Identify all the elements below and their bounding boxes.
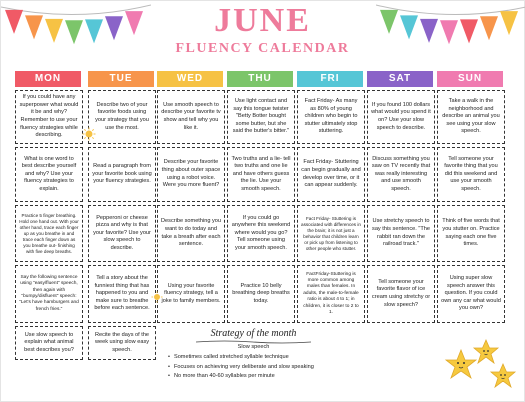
calendar-cell-text: Practice 10 belly breathing deep breaths today.: [232, 282, 290, 304]
day-header-thu: THU: [227, 71, 293, 87]
calendar-cell-text: FactFriday-Stuttering is more common among males than females. In adults, the male-to-female ratio is about 4 to 1; in children, it is closer to 2 to 1.: [303, 271, 359, 316]
strategy-bullet: • Sometimes called stretched syllable technique: [168, 353, 314, 363]
calendar-cell: [227, 90, 295, 144]
day-header-wed: WED: [157, 71, 223, 87]
calendar-cell-text: Read a paragraph from your favorite book using your fluency strategies.: [92, 163, 152, 185]
calendar-cell: [15, 90, 83, 144]
strategy-bullet: • Focuses on achieving very deliberate and slow speaking: [168, 363, 314, 373]
calendar-cell-text: Use smooth speech to describe your favorite tv show and tell why you like it.: [161, 101, 221, 131]
calendar-cell: [88, 265, 156, 323]
calendar-cell-text: Tell a story about the funniest thing that has happened to you and make sure to breathe before each sentence.: [94, 275, 150, 312]
calendar-cell-text: If you could have any superpower what would it be and why? Remember to use your fluency strategies while describing.: [19, 94, 79, 139]
sun-icon: [151, 291, 163, 303]
calendar-cell-text: Two truths and a lie- tell two truths and one lie and have others guess the lie. Use your smooth speech.: [231, 155, 291, 192]
calendar-cell: [297, 90, 365, 144]
calendar-cell: [227, 265, 295, 323]
calendar-cell-text: What is one word to best describe yourself and why? Use your fluency strategies to explain.: [21, 155, 77, 192]
calendar-cell-text: Fact Friday- Stuttering is associated with differences in the brain; it is not just a behavior that children learn or pick up from listening to other people who stutter.: [301, 215, 361, 251]
page-title: JUNE: [214, 2, 311, 39]
calendar-cell-text: Using super slow speech answer this question. If you could own any car what would you own?: [441, 275, 501, 312]
strategy-bullet: • No more than 40-60 syllables per minute: [168, 372, 314, 382]
calendar-cell: [437, 90, 505, 144]
calendar-cell-text: Use stretchy speech to say this sentence. "The rabbit ran down the railroad track.": [372, 218, 430, 248]
calendar-cell: [297, 205, 365, 262]
calendar-cell: [157, 147, 225, 202]
calendar-cell: [157, 265, 225, 323]
calendar-cell-text: Describe something you want to do today and take a breath after each sentence.: [161, 218, 222, 248]
day-header-sat: SAT: [367, 71, 433, 87]
sun-icon: [82, 127, 96, 141]
calendar-cell: [437, 265, 505, 323]
calendar-cell: [297, 147, 365, 202]
day-header-mon: MON: [15, 71, 81, 87]
day-header-sun: SUN: [437, 71, 503, 87]
calendar-cell: [437, 205, 505, 262]
calendar-cell-text: Practice 5 finger breathing. Hold one hand out. With your other hand, trace each finger up as you breathe in and trace each finger down as you breathe out- finishing with five deep breaths.: [19, 212, 79, 254]
calendar-cell-text: Tell someone your favorite thing that you did this weekend and use your smooth speech.: [444, 155, 498, 192]
calendar-cell-text: If you could go anywhere this weekend where would you go? Tell someone using your smooth speech.: [231, 214, 291, 251]
calendar-cell-text: Pepperoni or cheese pizza and why is that your favorite? Use your slow speech to describe.: [93, 214, 151, 251]
calendar-cell: [437, 147, 505, 202]
calendar-cell: [367, 90, 435, 144]
calendar-cell-text: Tell someone your favorite flavor of ice cream using stretchy or slow speech?: [371, 278, 431, 308]
calendar-cell-text: Take a walk in the neighborhood and describe an animal you see using your slow speech.: [442, 98, 500, 135]
calendar-cell: [297, 265, 365, 323]
calendar-cell-text: Fact Friday- As many as 80% of young children who begin to stutter ultimately stop stuttering.: [304, 98, 358, 135]
calendar-cell: [227, 147, 295, 202]
calendar-cell: [15, 326, 83, 360]
calendar-cell: [157, 205, 225, 262]
day-header-fri: FRI: [297, 71, 363, 87]
calendar-cell: [15, 205, 83, 262]
strategy-bullet-list: [168, 353, 314, 382]
calendar-cell: [15, 147, 83, 202]
page-subtitle: FLUENCY CALENDAR: [175, 41, 350, 56]
calendar-cell: [367, 205, 435, 262]
calendar-cell-text: Describe your favorite thing about outer space using a robot voice. Were you more fluent?: [161, 159, 221, 189]
calendar-cell: [15, 265, 83, 323]
calendar-cell-text: Use light contact and say this tongue twister "Betty Botter bought some butter, but she said the butter's bitter.": [232, 98, 290, 135]
calendar-cell: [88, 205, 156, 262]
calendar-cell-text: If you found 100 dollars what would you spend it on? Use your slow speech to describe.: [371, 101, 431, 131]
strategy-title: Strategy of the month: [210, 328, 297, 339]
calendar-cell-text: Think of five words that you stutter on. Practice saying each one five times.: [442, 218, 500, 248]
calendar-cell-text: Say the following sentence using "easy/fluent" speech, then again with "bumpy/disfluent" speech: "Let's have hamburgers and french fries.": [19, 274, 79, 312]
calendar-cell: [227, 205, 295, 262]
calendar-cell-text: Fact Friday- Stuttering can begin gradually and develop over time, or it can appear suddenly.: [301, 159, 361, 189]
calendar-cell: [367, 147, 435, 202]
calendar-cell-text: Using your favorite fluency strategy, tell a joke to family members.: [161, 282, 221, 304]
calendar-cell-text: Use slow speech to explain what animal best describes you?: [24, 331, 74, 353]
calendar-cell-text: Describe two of your favorite foods using your strategy that you use the most.: [95, 101, 149, 131]
star-characters-icon: [441, 336, 521, 396]
day-header-tue: TUE: [88, 71, 154, 87]
calendar-cell: [88, 326, 156, 360]
calendar-cell: [88, 90, 156, 144]
calendar-cell: [88, 147, 156, 202]
calendar-cell: [367, 265, 435, 323]
strategy-name: Slow speech: [237, 344, 270, 350]
calendar-cell-text: Recite the days of the week using slow easy speech.: [94, 331, 150, 353]
calendar-cell-text: Discuss something you saw on TV recently that was really interesting and use smooth speech.: [371, 155, 431, 192]
calendar-cell: [157, 90, 225, 144]
